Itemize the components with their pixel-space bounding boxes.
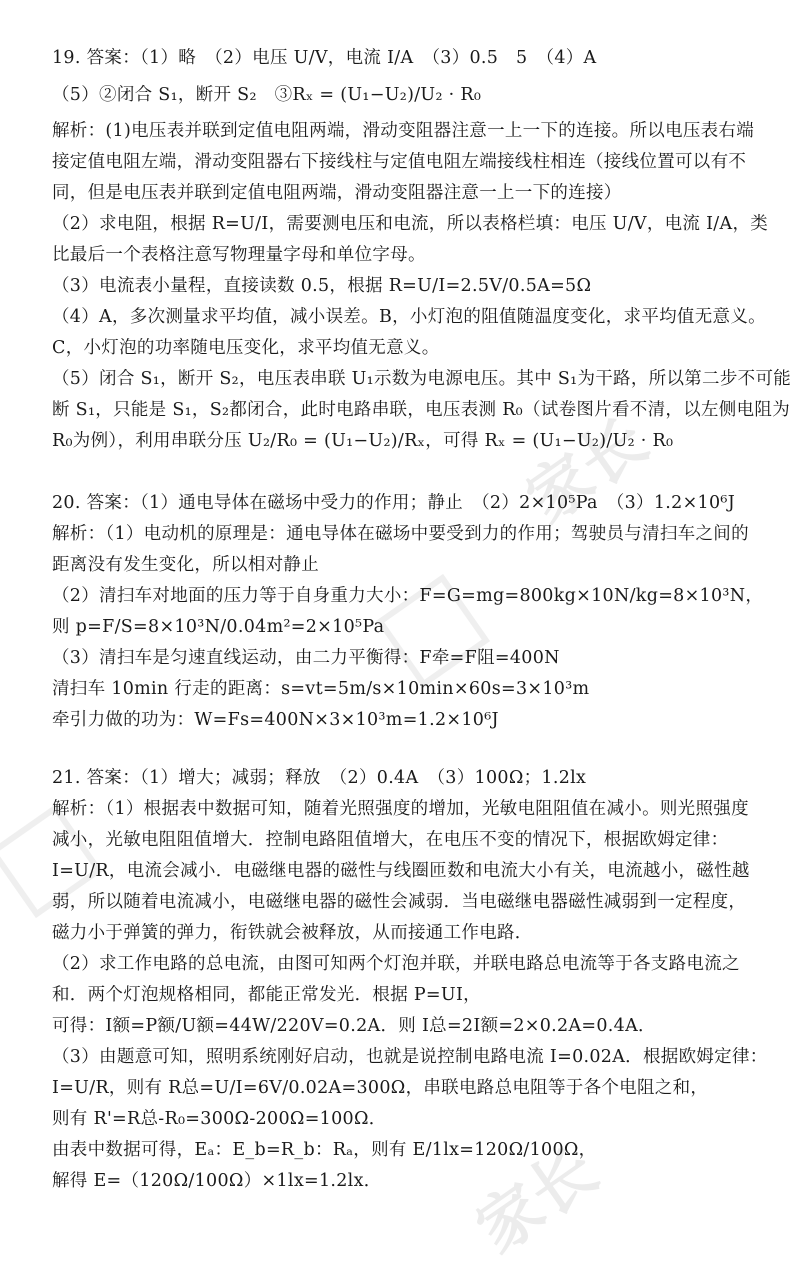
q19-analysis-line: （5）闭合 S₁，断开 S₂，电压表串联 U₁示数为电源电压。其中 S₁为干路，所以第二步不可能 (52, 369, 792, 389)
q21-analysis-line: （2）求工作电路的总电流，由图可知两个灯泡并联，并联电路总电流等于各支路电流之 (52, 954, 740, 974)
q20-analysis-line: 解析：（1）电动机的原理是：通电导体在磁场中要受到力的作用；驾驶员与清扫车之间的 (52, 524, 749, 544)
q21-analysis-line: 则有 R'=R总-R₀=300Ω-200Ω=100Ω． (52, 1109, 387, 1129)
q21-analysis-line: 磁力小于弹簧的弹力，衔铁就会被释放，从而接通工作电路． (52, 923, 533, 943)
q19-analysis-line: 同，但是电压表并联到定值电阻两端，滑动变阻器注意一上一下的连接） (52, 183, 622, 203)
q19-analysis-line: （3）电流表小量程，直接读数 0.5，根据 R=U/I=2.5V/0.5A=5Ω (52, 276, 592, 296)
q19-analysis-line: R₀为例），利用串联分压 U₂/R₀ = (U₁−U₂)/Rₓ，可得 Rₓ = (U₁−U₂)/U₂ · R₀ (52, 431, 674, 451)
q19-analysis-line: 解析：(1)电压表并联到定值电阻两端，滑动变阻器注意一上一下的连接。所以电压表右端 (52, 121, 755, 141)
q20-analysis-line: 清扫车 10min 行走的距离：s=vt=5m/s×10min×60s=3×10³m (52, 679, 590, 699)
q21-analysis-line: I=U/R，则有 R总=U/I=6V/0.02A=300Ω，串联电路总电阻等于各个电阻之和， (52, 1078, 709, 1098)
q21-analysis-line: 解得 E=（120Ω/100Ω）×1lx=1.2lx． (52, 1171, 382, 1191)
q19-answer-line: （5）②闭合 S₁，断开 S₂ ③Rₓ = (U₁−U₂)/U₂ · R₀ (52, 85, 482, 105)
q20-answer-line: 20. 答案：（1）通电导体在磁场中受力的作用；静止 （2）2×10⁵Pa （3）1.2×10⁶J (52, 493, 736, 513)
q20-analysis-line: （3）清扫车是匀速直线运动，由二力平衡得：F牵=F阻=400N (52, 648, 560, 668)
q21-analysis-line: 解析：（1）根据表中数据可知，随着光照强度的增加，光敏电阻阻值在减小。则光照强度 (52, 799, 749, 819)
q19-analysis-line: （4）A，多次测量求平均值，减小误差。B，小灯泡的阻值随温度变化，求平均值无意义。 (52, 307, 766, 327)
q19-analysis-line: C，小灯泡的功率随电压变化，求平均值无意义。 (52, 338, 440, 358)
q21-analysis-line: 由表中数据可得，Eₐ：E_b=R_b：Rₐ，则有 E/1lx=120Ω/100Ω， (52, 1140, 597, 1160)
watermark: 家长 (513, 403, 662, 538)
q19-analysis-line: 断 S₁，只能是 S₁，S₂都闭合，此时电路串联，电压表测 R₀（试卷图片看不清，以左侧电阻为 (52, 400, 790, 420)
q20-analysis-line: 牵引力做的功为：W=Fs=400N×3×10³m=1.2×10⁶J (52, 710, 499, 730)
q21-answer-line: 21. 答案：（1）增大；减弱；释放 （2）0.4A （3）100Ω；1.2lx (52, 768, 587, 788)
q20-analysis-line: 则 p=F/S=8×10³N/0.04m²=2×10⁵Pa (52, 617, 385, 637)
q21-analysis-line: 可得：I额=P额/U额=44W/220V=0.2A．则 I总=2I额=2×0.2A=0.4A． (52, 1016, 656, 1036)
q20-analysis-line: （2）清扫车对地面的压力等于自身重力大小：F=G=mg=800kg×10N/kg=8×10³N， (52, 586, 764, 606)
q19-answer-line: 19. 答案：（1）略 （2）电压 U/V，电流 I/A （3）0.5 5 （4）A (52, 48, 597, 68)
q19-analysis-line: 接定值电阻左端，滑动变阻器右下接线柱与定值电阻左端接线柱相连（接线位置可以有不 (52, 152, 747, 172)
q19-analysis-line: （2）求电阻，根据 R=U/I，需要测电压和电流，所以表格栏填：电压 U/V，电流 I/A，类 (52, 214, 769, 234)
q20-analysis-line: 距离没有发生变化，所以相对静止 (52, 555, 319, 575)
q19-analysis-line: 比最后一个表格注意写物理量字母和单位字母。 (52, 245, 426, 265)
watermark: 家长 (463, 1133, 612, 1268)
q21-analysis-line: I=U/R，电流会减小．电磁继电器的磁性与线圈匝数和电流大小有关，电流越小，磁性越 (52, 861, 750, 881)
q21-analysis-line: 减小，光敏电阻阻值增大．控制电路阻值增大，在电压不变的情况下，根据欧姆定律： (52, 830, 729, 850)
q21-analysis-line: 和．两个灯泡规格相同，都能正常发光．根据 P=UI， (52, 985, 481, 1005)
q21-analysis-line: 弱，所以随着电流减小，电磁继电器的磁性会减弱．当电磁继电器磁性减弱到一定程度， (52, 892, 747, 912)
q21-analysis-line: （3）由题意可知，照明系统刚好启动，也就是说控制电路电流 I=0.02A．根据欧姆定律： (52, 1047, 768, 1067)
